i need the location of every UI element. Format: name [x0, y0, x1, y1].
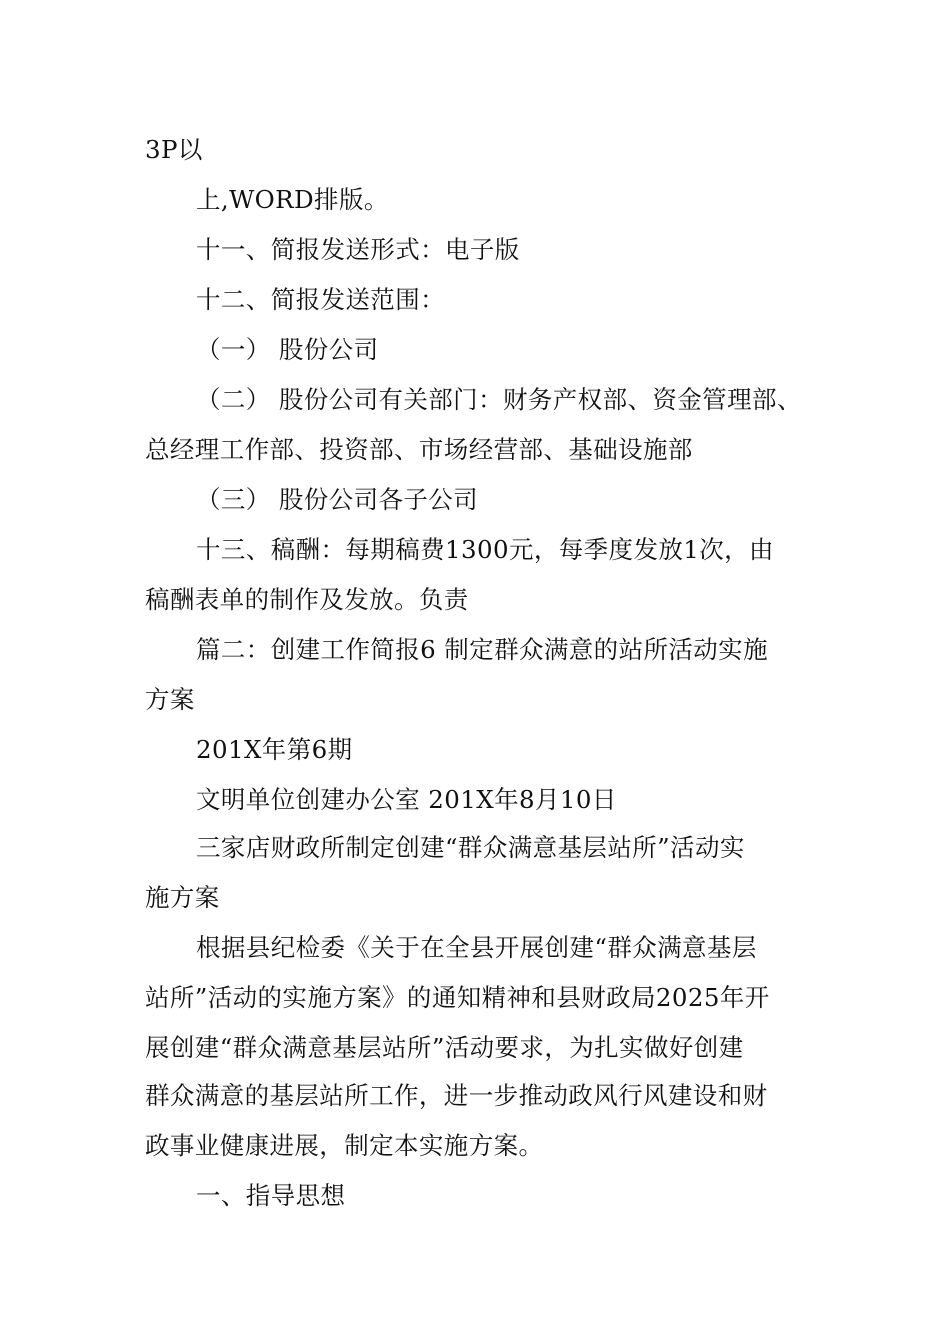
text-line: 根据县纪检委《关于在全县开展创建“群众满意基层	[196, 933, 757, 962]
text-line: 稿酬表单的制作及发放。负责	[145, 585, 469, 614]
text-line: 总经理工作部、投资部、市场经营部、基础设施部	[145, 435, 693, 464]
text-line: 站所”活动的实施方案》的通知精神和县财政局2025年开	[145, 983, 770, 1012]
text-line: 政事业健康进展，制定本实施方案。	[145, 1131, 544, 1160]
text-line: 3P以	[145, 135, 203, 164]
text-line: 十三、稿酬：每期稿费1300元，每季度发放1次，由	[196, 535, 774, 564]
text-line: 施方案	[145, 883, 220, 912]
text-line: （二） 股份公司有关部门：财务产权部、资金管理部、	[196, 385, 802, 414]
text-line: （一） 股份公司	[196, 335, 379, 364]
text-line: 一、指导思想	[196, 1181, 346, 1210]
text-line: 201X年第6期	[196, 735, 353, 764]
text-line: 展创建“群众满意基层站所”活动要求，为扎实做好创建	[145, 1033, 744, 1062]
text-line: 方案	[145, 685, 195, 714]
text-line: 三家店财政所制定创建“群众满意基层站所”活动实	[196, 833, 745, 862]
text-line: 上,WORD排版。	[196, 185, 389, 214]
text-line: 十一、简报发送形式：电子版	[196, 235, 520, 264]
text-line: 十二、简报发送范围：	[196, 285, 445, 314]
text-line: 文明单位创建办公室 201X年8月10日	[196, 785, 617, 814]
text-line: 群众满意的基层站所工作，进一步推动政风行风建设和财	[145, 1081, 768, 1110]
text-line: （三） 股份公司各子公司	[196, 485, 479, 514]
text-line: 篇二：创建工作简报6 制定群众满意的站所活动实施	[196, 635, 768, 664]
